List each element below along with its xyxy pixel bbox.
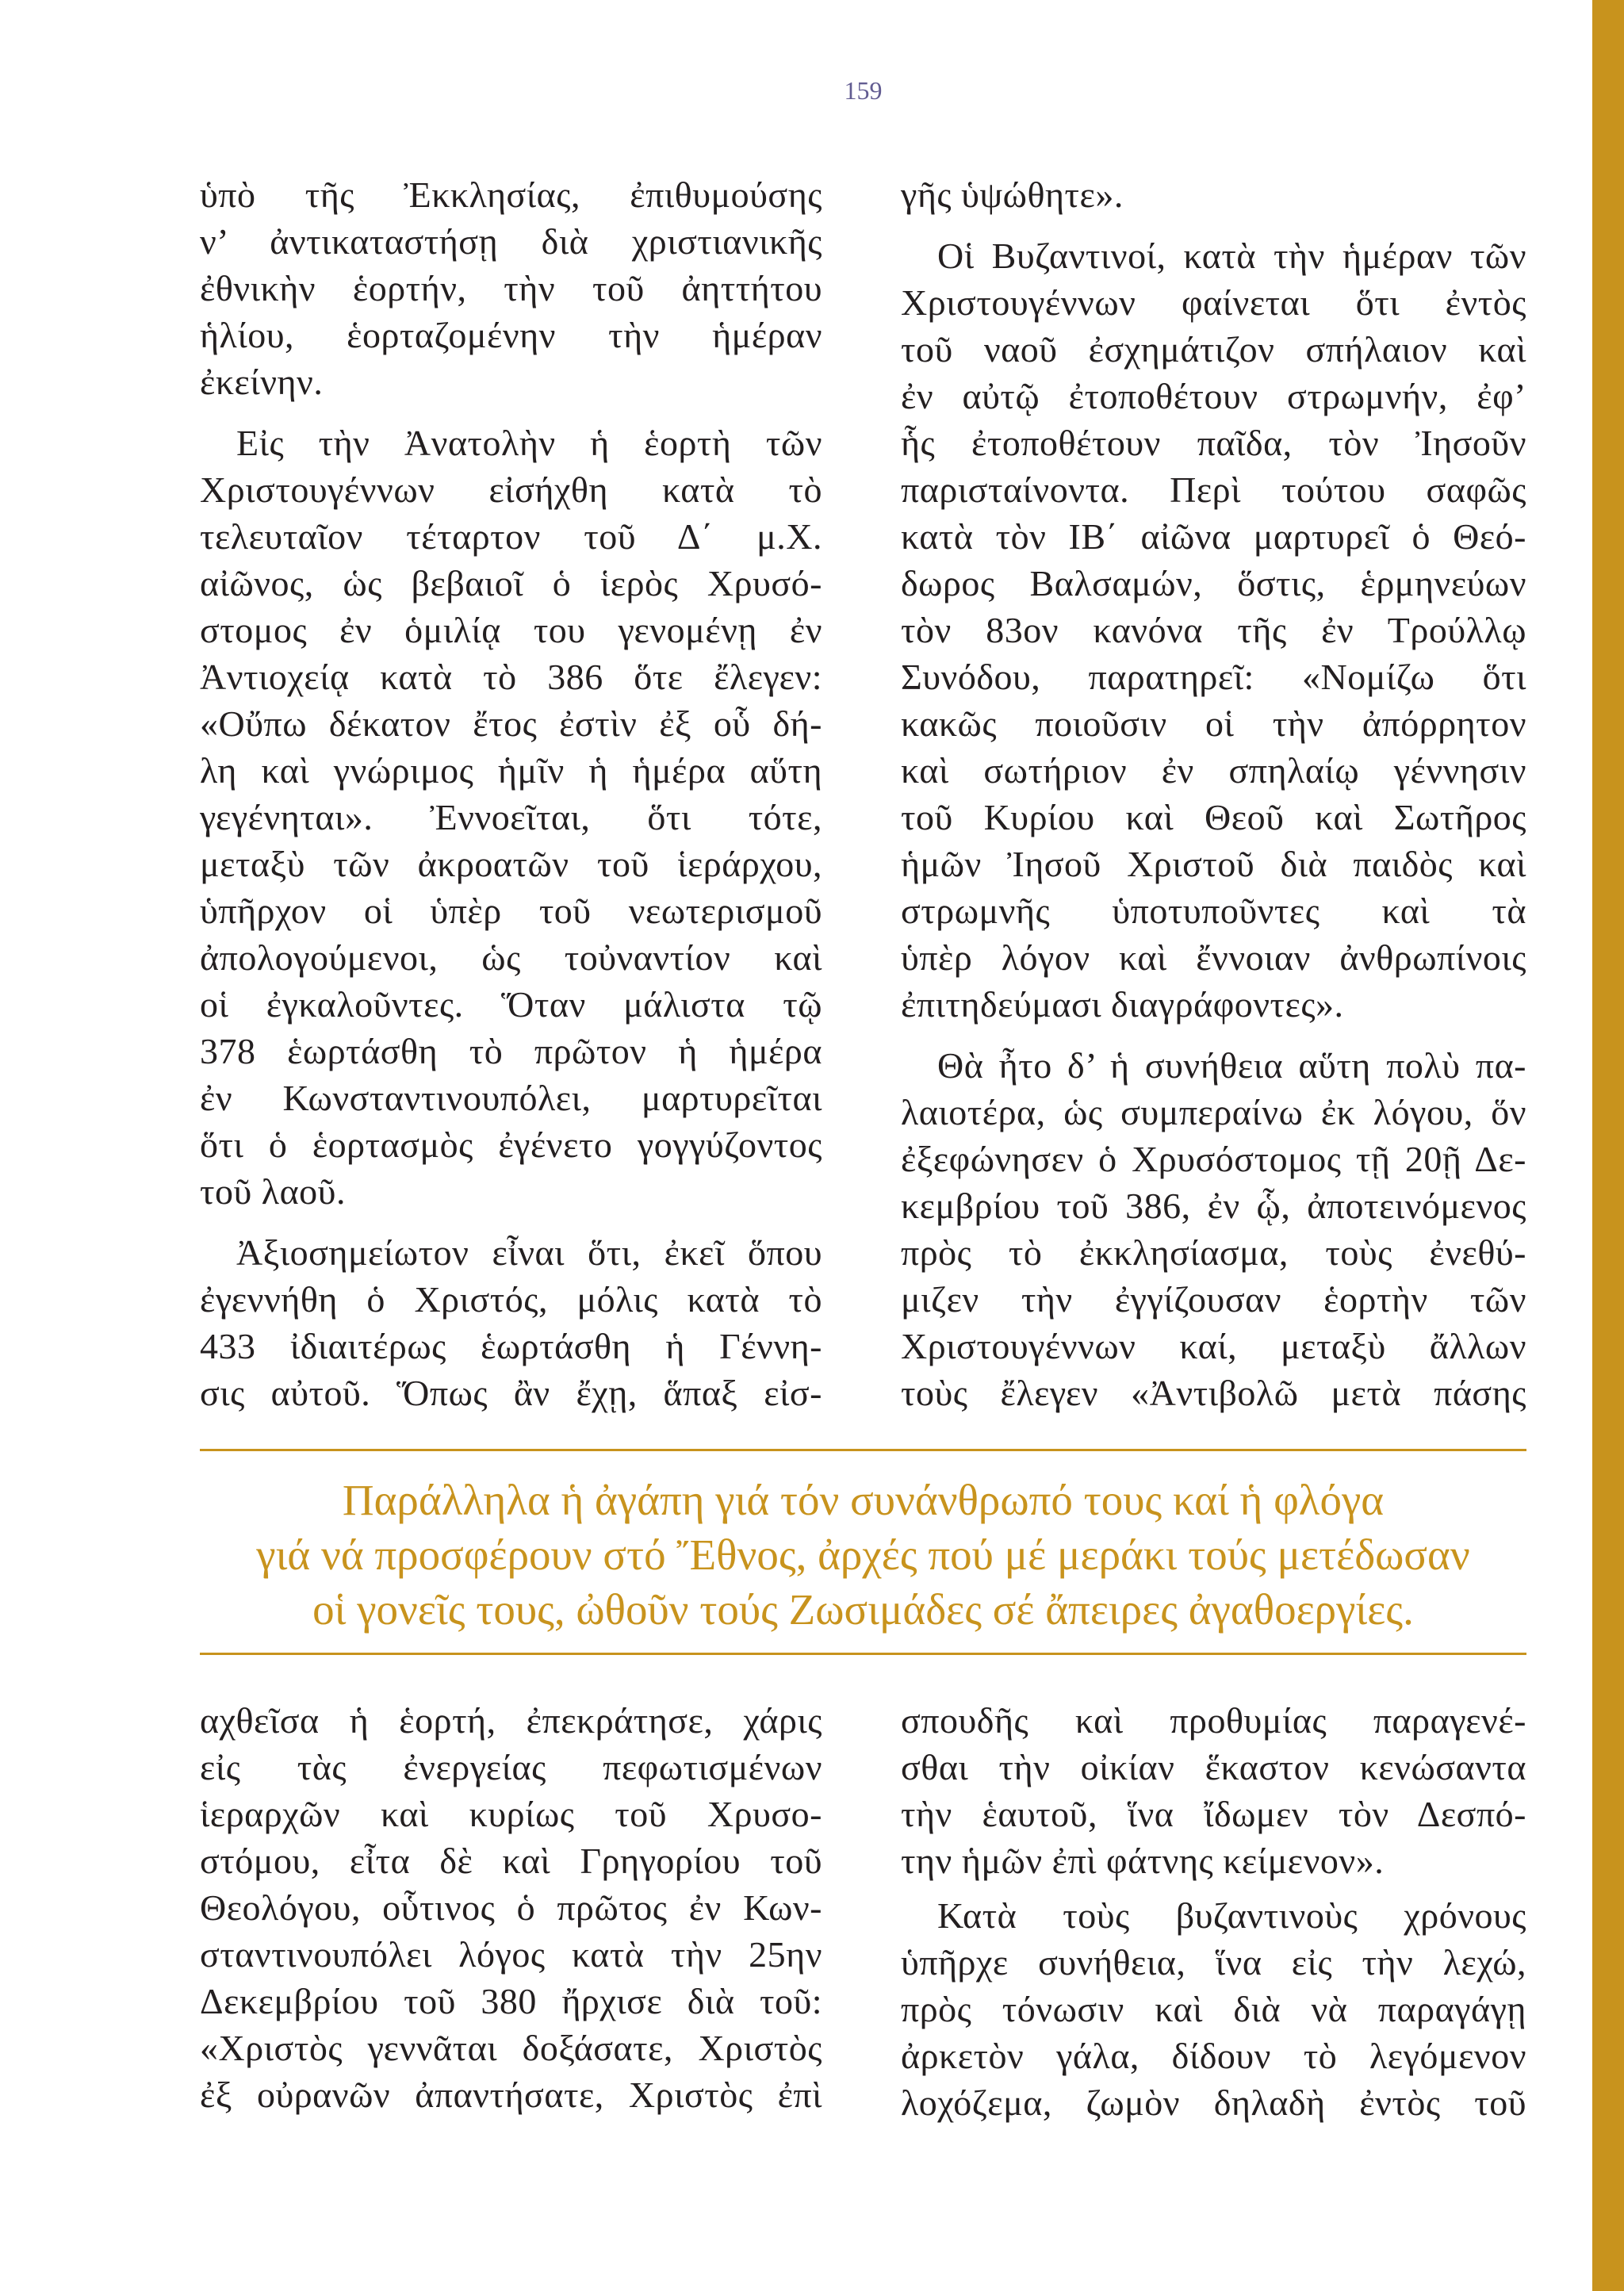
text-line: ὑπὸ τῆς Ἐκκλησίας, ἐπιθυμούσης	[200, 174, 822, 215]
text-line: λη καὶ γνώριμος ἡμῖν ἡ ἡμέρα αὕτη	[200, 750, 822, 791]
text-line: γεγένηται». Ἐννοεῖται, ὅτι τότε,	[200, 797, 822, 837]
text-line: εἰς τὰς ἐνεργείας πεφωτισμένων	[200, 1747, 822, 1787]
text-line: Χριστουγέννων εἰσήχθη κατὰ τὸ	[200, 469, 822, 510]
text-line: ἱεραρχῶν καὶ κυρίως τοῦ Χρυσο-	[200, 1794, 822, 1834]
text-line: οἱ ἐγκαλοῦντες. Ὅταν μάλιστα τῷ	[200, 984, 822, 1025]
paragraph	[901, 232, 1526, 1028]
text-line: Οἱ Βυζαντινοί, κατὰ τὴν ἡμέραν τῶν	[937, 236, 1526, 276]
text-line: σις αὐτοῦ. Ὅπως ἂν ἔχῃ, ἅπαξ εἰσ-	[200, 1373, 822, 1413]
text-line: ὑπὲρ λόγον καὶ ἔννοιαν ἀνθρωπίνοις	[901, 937, 1526, 978]
text-line: «Χριστὸς γεννᾶται δοξάσατε, Χριστὸς	[200, 2028, 822, 2068]
pull-quote-top-rule	[200, 1449, 1526, 1451]
text-line: τὴν ἑαυτοῦ, ἵνα ἴδωμεν τὸν Δεσπό-	[901, 1794, 1526, 1834]
column-bottom-left	[200, 1697, 822, 2118]
paragraph	[901, 1042, 1526, 1416]
text-line: «Οὔπω δέκατον ἔτος ἐστὶν ἐξ οὗ δή-	[200, 703, 822, 744]
text-line: γῆς ὑψώθητε».	[901, 174, 1124, 215]
text-line: 378 ἑωρτάσθη τὸ πρῶτον ἡ ἡμέρα	[200, 1031, 822, 1071]
text-line: ἐγεννήθη ὁ Χριστός, μόλις κατὰ τὸ	[200, 1279, 822, 1320]
text-line: ἐπιτηδεύμασι διαγράφοντες».	[901, 984, 1344, 1025]
column-top-left	[200, 171, 822, 1416]
paragraph	[200, 1229, 822, 1416]
pull-quote-bottom-rule	[200, 1653, 1526, 1655]
paragraph	[200, 171, 822, 405]
text-line: ἐξεφώνησεν ὁ Χρυσόστομος τῇ 20ῇ Δε-	[901, 1139, 1526, 1179]
text-line: μεταξὺ τῶν ἀκροατῶν τοῦ ἱεράρχου,	[200, 844, 822, 884]
text-line: ἐθνικὴν ἑορτήν, τὴν τοῦ ἀηττήτου	[200, 268, 822, 308]
text-line: ὑπῆρχε συνήθεια, ἵνα εἰς τὴν λεχώ,	[901, 1942, 1526, 1983]
text-line: ἀρκετὸν γάλα, δίδουν τὸ λεγόμενον	[901, 2036, 1526, 2076]
page-number: 159	[844, 76, 883, 105]
text-line: ἐν αὐτῷ ἐτοποθέτουν στρωμνήν, ἐφ’	[901, 376, 1526, 416]
text-line: την ἡμῶν ἐπὶ φάτνης κείμενον».	[901, 1841, 1385, 1881]
text-line: πρὸς τόνωσιν καὶ διὰ νὰ παραγάγῃ	[901, 1989, 1526, 2029]
text-line: ν’ ἀντικαταστήσῃ διὰ χριστιανικῆς	[200, 221, 822, 262]
text-line: Θὰ ἦτο δ’ ἡ συνήθεια αὕτη πολὺ πα-	[937, 1045, 1526, 1086]
text-line: κεμβρίου τοῦ 386, ἐν ᾧ, ἀποτεινόμενος	[901, 1186, 1526, 1226]
text-line: τοῦ ναοῦ ἐσχημάτιζον σπήλαιον καὶ	[901, 329, 1526, 370]
text-line: Θεολόγου, οὗτινος ὁ πρῶτος ἐν Κων-	[200, 1887, 822, 1928]
text-line: Ἀντιοχείᾳ κατὰ τὸ 386 ὅτε ἔλεγεν:	[200, 657, 822, 697]
text-line: ἀπολογούμενοι, ὡς τοὐναντίον καὶ	[200, 937, 822, 978]
text-line: Δεκεμβρίου τοῦ 380 ἤρχισε διὰ τοῦ:	[200, 1981, 822, 2021]
text-line: ὅτι ὁ ἑορτασμὸς ἐγένετο γογγύζοντος	[200, 1124, 822, 1165]
text-line: Κατὰ τοὺς βυζαντινοὺς χρόνους	[937, 1895, 1526, 1936]
text-line: λοχόζεμα, ζωμὸν δηλαδὴ ἐντὸς τοῦ	[901, 2082, 1526, 2123]
text-line: ἐξ οὐρανῶν ἀπαντήσατε, Χριστὸς ἐπὶ	[200, 2075, 822, 2115]
text-line: ὑπῆρχον οἱ ὑπὲρ τοῦ νεωτερισμοῦ	[200, 891, 822, 931]
text-line: στομος ἐν ὁμιλίᾳ του γενομένῃ ἐν	[200, 610, 822, 650]
text-line: Εἰς τὴν Ἀνατολὴν ἡ ἑορτὴ τῶν	[236, 423, 822, 463]
paragraph	[901, 171, 1526, 218]
text-line: καὶ σωτήριον ἐν σπηλαίῳ γέννησιν	[901, 750, 1526, 791]
text-line: αἰῶνος, ὡς βεβαιοῖ ὁ ἱερὸς Χρυσό-	[200, 563, 822, 603]
text-line: λαιοτέρα, ὡς συμπεραίνω ἐκ λόγου, ὅν	[901, 1092, 1526, 1132]
paragraph	[200, 1697, 822, 2118]
text-line: πρὸς τὸ ἐκκλησίασμα, τοὺς ἐνεθύ-	[901, 1232, 1526, 1273]
paragraph	[901, 1697, 1526, 1884]
column-top-right	[901, 171, 1526, 1416]
text-line: ἐκείνην.	[200, 362, 324, 402]
paragraph	[901, 1892, 1526, 2126]
text-line: στόμου, εἶτα δὲ καὶ Γρηγορίου τοῦ	[200, 1841, 822, 1881]
text-line: στρωμνῆς ὑποτυποῦντες καὶ τὰ	[901, 891, 1526, 931]
text-line: κατὰ τὸν ΙΒ΄ αἰῶνα μαρτυρεῖ ὁ Θεό-	[901, 516, 1526, 557]
text-line: αχθεῖσα ἡ ἑορτή, ἐπεκράτησε, χάρις	[200, 1700, 822, 1741]
text-line: τὸν 83ον κανόνα τῆς ἐν Τρούλλῳ	[901, 610, 1526, 650]
text-line: ἐν Κωνσταντινουπόλει, μαρτυρεῖται	[200, 1078, 822, 1118]
text-line: τοῦ λαοῦ.	[200, 1171, 346, 1212]
text-line: Ἀξιοσημείωτον εἶναι ὅτι, ἐκεῖ ὅπου	[236, 1232, 822, 1273]
pull-quote-line: γιά νά προσφέρουν στό Ἔθνος, ἀρχές πού μέ μεράκι τούς μετέδωσαν	[256, 1531, 1470, 1579]
text-line: ἧς ἐτοποθέτουν παῖδα, τὸν Ἰησοῦν	[901, 423, 1526, 463]
pull-quote	[200, 1473, 1526, 1637]
text-line: μιζεν τὴν ἐγγίζουσαν ἑορτὴν τῶν	[901, 1279, 1526, 1320]
text-line: δωρος Βαλσαμών, ὅστις, ἑρμηνεύων	[901, 563, 1526, 603]
text-line: Χριστουγέννων φαίνεται ὅτι ἐντὸς	[901, 282, 1526, 323]
text-line: τελευταῖον τέταρτον τοῦ Δ΄ μ.Χ.	[200, 516, 822, 557]
column-bottom-right	[901, 1697, 1526, 2126]
text-line: 433 ἰδιαιτέρως ἑωρτάσθη ἡ Γέννη-	[200, 1326, 822, 1366]
text-line: παρισταίνοντα. Περὶ τούτου σαφῶς	[901, 469, 1526, 510]
text-line: Συνόδου, παρατηρεῖ: «Νομίζω ὅτι	[901, 657, 1526, 697]
text-line: τοῦ Κυρίου καὶ Θεοῦ καὶ Σωτῆρος	[901, 797, 1526, 837]
pull-quote-line: οἱ γονεῖς τους, ὠθοῦν τούς Ζωσιμάδες σέ ἄπειρες ἀγαθοεργίες.	[312, 1585, 1414, 1634]
text-line: κακῶς ποιοῦσιν οἱ τὴν ἀπόρρητον	[901, 703, 1526, 744]
text-line: ἡλίου, ἑορταζομένην τὴν ἡμέραν	[200, 315, 822, 355]
text-line: σθαι τὴν οἰκίαν ἕκαστον κενώσαντα	[901, 1747, 1526, 1787]
text-line: σπουδῆς καὶ προθυμίας παραγενέ-	[901, 1700, 1526, 1741]
paragraph	[200, 420, 822, 1215]
text-line: τοὺς ἔλεγεν «Ἀντιβολῶ μετὰ πάσης	[901, 1373, 1526, 1413]
text-line: σταντινουπόλει λόγος κατὰ τὴν 25ην	[200, 1934, 822, 1975]
text-line: Χριστουγέννων καί, μεταξὺ ἄλλων	[901, 1326, 1526, 1366]
text-line: ἡμῶν Ἰησοῦ Χριστοῦ διὰ παιδὸς καὶ	[901, 844, 1526, 884]
pull-quote-line: Παράλληλα ἡ ἀγάπη γιά τόν συνάνθρωπό τους καί ἡ φλόγα	[342, 1476, 1385, 1524]
gold-side-bar	[1592, 0, 1624, 2291]
